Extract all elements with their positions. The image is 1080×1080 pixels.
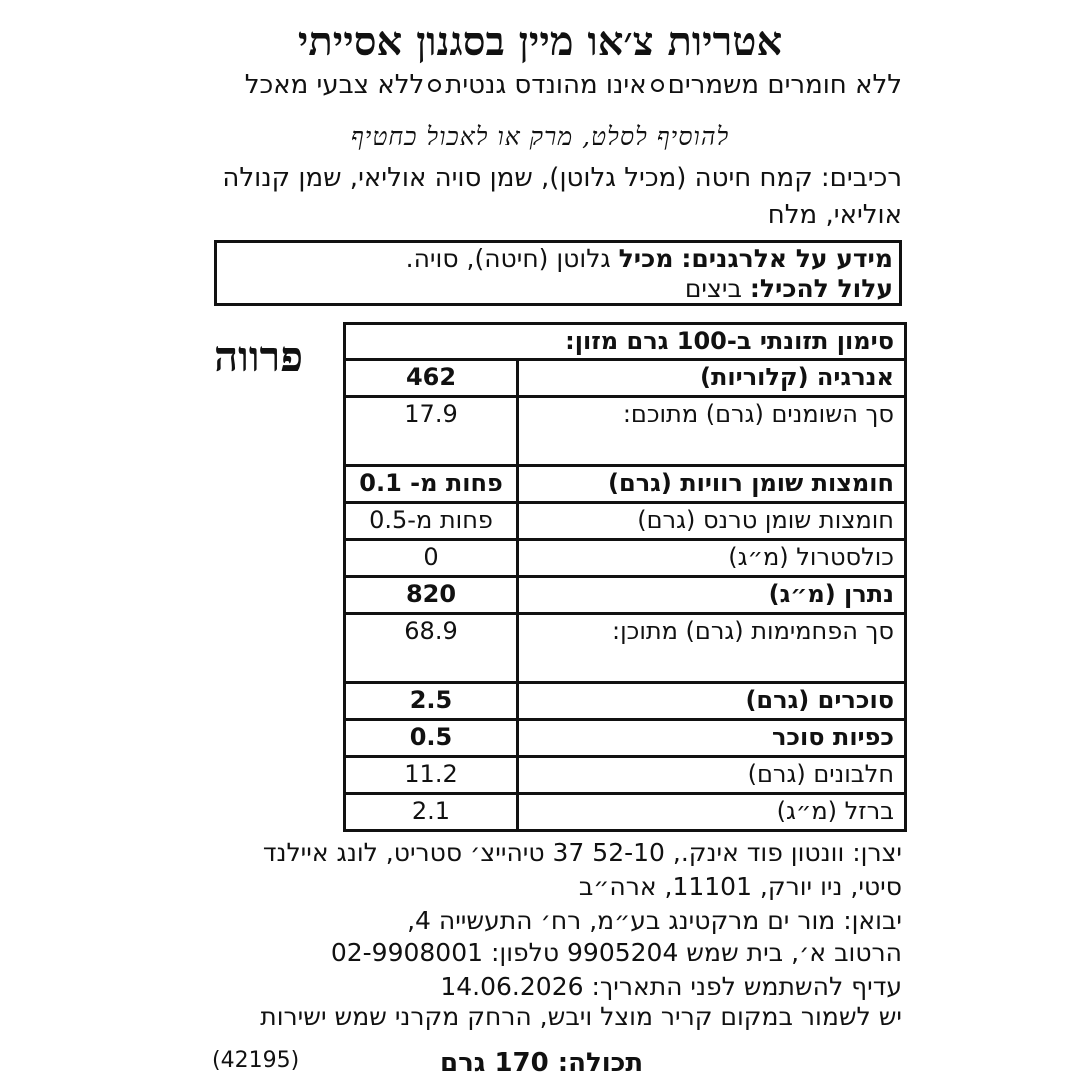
table-row	[345, 757, 906, 794]
table-row	[345, 720, 906, 757]
nutrient-label: חומצות שומן רוויות (גרם)	[518, 466, 906, 503]
storage-instructions: יש לשמור במקום קריר מוצל ויבש, הרחק מקרני שמש ישירות	[260, 1002, 902, 1031]
nutrient-value: 0	[345, 540, 518, 577]
nutrient-value: 0.5	[345, 720, 518, 757]
allergen-label: מידע על אלרגנים:	[681, 244, 893, 273]
nutrient-value: 462	[345, 360, 518, 397]
nutrient-label: כפיות סוכר	[518, 720, 906, 757]
table-row	[345, 540, 906, 577]
claim-no-preservatives: ללא חומרים משמרים	[667, 70, 902, 100]
nutrient-label: כולסטרול (מ״ג)	[518, 540, 906, 577]
nutrient-value: 820	[345, 577, 518, 614]
bullet-icon	[651, 79, 664, 92]
nutrient-label: סך השומנים (גרם) מתוכם:	[518, 397, 906, 466]
table-row	[345, 794, 906, 831]
nutrient-value: 17.9	[345, 397, 518, 466]
serving-suggestion: להוסיף לסלט, מרק או לאכול כחטיף	[350, 122, 730, 151]
allergen-contains-line	[223, 244, 893, 274]
table-row	[345, 466, 906, 503]
nutrient-value: 11.2	[345, 757, 518, 794]
table-row	[345, 503, 906, 540]
importer-line-1: יבואן: מור ים מרקטינג בע״מ, רח׳ התעשייה 4,	[407, 906, 902, 935]
nutrient-value: פחות מ- 0.1	[345, 466, 518, 503]
table-row	[345, 397, 906, 466]
ingredients-text: רכיבים: קמח חיטה (מכיל גלוטן), שמן סויה אוליאי, שמן קנולה אוליאי, מלח	[222, 163, 902, 230]
nutrition-header: סימון תזונתי ב-100 גרם מזון:	[345, 324, 906, 360]
nutrient-label: אנרגיה (קלוריות)	[518, 360, 906, 397]
allergen-may-contain-line	[223, 274, 893, 304]
allergen-box	[214, 240, 902, 306]
allergen-contains-text: גלוטן (חיטה), סויה.	[405, 244, 611, 273]
bullet-icon	[428, 79, 441, 92]
claims-line	[245, 70, 902, 100]
manufacturer-line-1: יצרן: וונטון פוד אינק., 52-10 37 טיהייצ׳ סטריט, לונג איילנד	[262, 838, 902, 867]
allergen-may-contain-label: עלול להכיל:	[749, 274, 893, 303]
manufacturer-line-2: סיטי, ניו יורק, 11101, ארה״ב	[578, 872, 902, 901]
allergen-may-contain-text: ביצים	[684, 274, 742, 303]
nutrient-label: חומצות שומן טרנס (גרם)	[518, 503, 906, 540]
best-before-date: עדיף להשתמש לפני התאריך: 14.06.2026	[440, 972, 902, 1001]
table-row	[345, 577, 906, 614]
claim-no-food-coloring: ללא צבעי מאכל	[244, 70, 425, 100]
kosher-label: פרווה	[214, 332, 304, 381]
nutrient-value: 2.1	[345, 794, 518, 831]
nutrient-value: פחות מ-0.5	[345, 503, 518, 540]
nutrition-header-row	[345, 324, 906, 360]
product-code: (42195)	[212, 1048, 300, 1073]
nutrient-value: 68.9	[345, 614, 518, 683]
table-row	[345, 614, 906, 683]
importer-line-2: הרטוב א׳, בית שמש 9905204 טלפון: 02-9908001	[330, 938, 902, 967]
table-row	[345, 360, 906, 397]
product-title: אטריות צ׳או מיין בסגנון אסייתי	[297, 18, 783, 65]
table-row	[345, 683, 906, 720]
nutrient-label: נתרן (מ״ג)	[518, 577, 906, 614]
nutrient-label: ברזל (מ״ג)	[518, 794, 906, 831]
net-contents: תכולה: 170 גרם	[440, 1048, 644, 1078]
nutrient-label: חלבונים (גרם)	[518, 757, 906, 794]
nutrition-table	[343, 322, 907, 832]
allergen-contains-label: מכיל	[618, 244, 674, 273]
nutrient-label: סך הפחמימות (גרם) מתוכן:	[518, 614, 906, 683]
claim-non-gmo: אינו מהונדס גנטית	[445, 70, 647, 100]
nutrient-value: 2.5	[345, 683, 518, 720]
nutrient-label: סוכרים (גרם)	[518, 683, 906, 720]
